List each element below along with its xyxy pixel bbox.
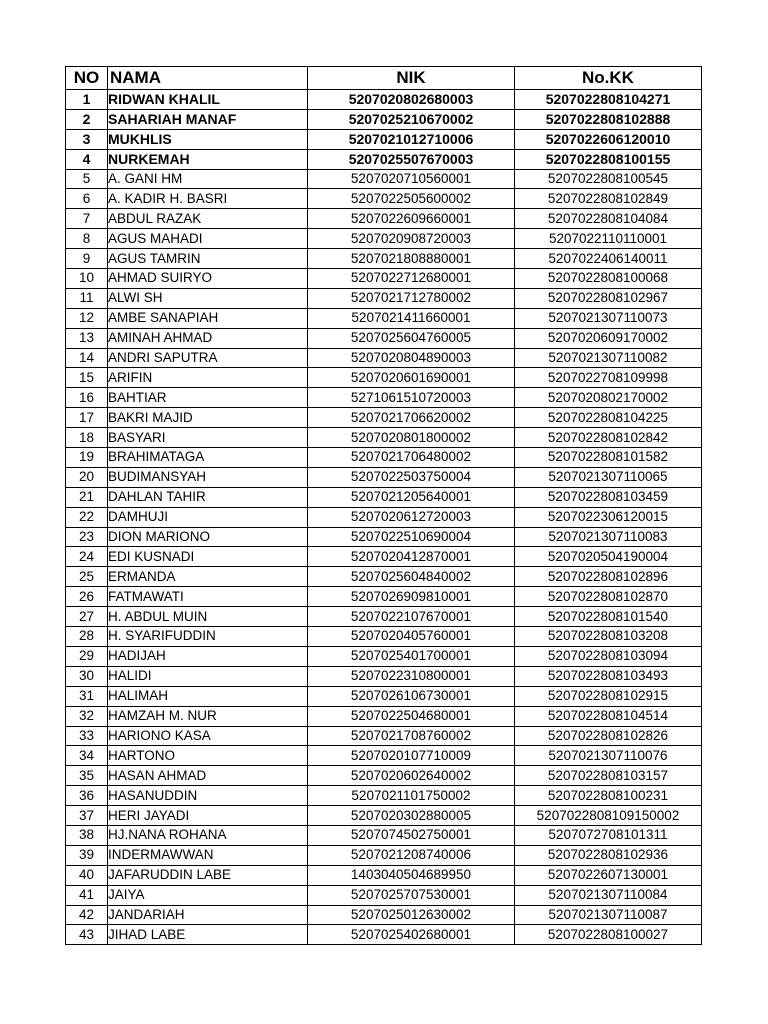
table-row xyxy=(66,766,702,786)
cell-nama: EDI KUSNADI xyxy=(108,547,308,567)
table-row xyxy=(66,686,702,706)
table-row xyxy=(66,229,702,249)
cell-nama: JAFARUDDIN LABE xyxy=(108,865,308,885)
cell-nik: 5207025604760005 xyxy=(308,328,515,348)
cell-kk: 5207022306120015 xyxy=(515,507,702,527)
cell-nama: H. SYARIFUDDIN xyxy=(108,627,308,647)
cell-nama: HJ.NANA ROHANA xyxy=(108,825,308,845)
table-row xyxy=(66,925,702,945)
table-row xyxy=(66,646,702,666)
cell-no: 37 xyxy=(66,806,108,826)
cell-nik: 5207022510690004 xyxy=(308,527,515,547)
cell-kk: 5207020802170002 xyxy=(515,388,702,408)
cell-nik: 5207025401700001 xyxy=(308,646,515,666)
cell-no: 40 xyxy=(66,865,108,885)
cell-kk: 5207022607130001 xyxy=(515,865,702,885)
cell-nik: 5207026909810001 xyxy=(308,587,515,607)
cell-no: 11 xyxy=(66,288,108,308)
cell-no: 17 xyxy=(66,408,108,428)
cell-nik: 5207020302880005 xyxy=(308,806,515,826)
cell-no: 28 xyxy=(66,627,108,647)
cell-nik: 5271061510720003 xyxy=(308,388,515,408)
cell-nama: BAHTIAR xyxy=(108,388,308,408)
cell-kk: 5207022808103493 xyxy=(515,666,702,686)
cell-no: 21 xyxy=(66,487,108,507)
cell-kk: 5207021307110083 xyxy=(515,527,702,547)
cell-no: 1 xyxy=(66,90,108,110)
cell-no: 14 xyxy=(66,348,108,368)
cell-nama: HADIJAH xyxy=(108,646,308,666)
cell-no: 18 xyxy=(66,428,108,448)
cell-nik: 5207020802680003 xyxy=(308,90,515,110)
table-row xyxy=(66,129,702,149)
cell-kk: 5207022808104514 xyxy=(515,706,702,726)
cell-kk: 5207022808103208 xyxy=(515,627,702,647)
cell-kk: 5207022606120010 xyxy=(515,129,702,149)
table-row xyxy=(66,806,702,826)
cell-kk: 5207022808104225 xyxy=(515,408,702,428)
table-row xyxy=(66,587,702,607)
header-nama: NAMA xyxy=(108,67,308,90)
cell-nik: 5207022107670001 xyxy=(308,607,515,627)
cell-nik: 5207020107710009 xyxy=(308,746,515,766)
cell-no: 9 xyxy=(66,249,108,269)
header-kk: No.KK xyxy=(515,67,702,90)
cell-nik: 5207022310800001 xyxy=(308,666,515,686)
cell-kk: 5207020609170002 xyxy=(515,328,702,348)
table-row xyxy=(66,786,702,806)
cell-nama: HARIONO KASA xyxy=(108,726,308,746)
cell-no: 15 xyxy=(66,368,108,388)
cell-no: 12 xyxy=(66,308,108,328)
cell-nik: 5207025210670002 xyxy=(308,109,515,129)
cell-nama: DAMHUJI xyxy=(108,507,308,527)
cell-kk: 5207072708101311 xyxy=(515,825,702,845)
cell-no: 3 xyxy=(66,129,108,149)
table-row xyxy=(66,726,702,746)
table-row xyxy=(66,507,702,527)
table-row xyxy=(66,487,702,507)
table-row xyxy=(66,348,702,368)
table-row xyxy=(66,90,702,110)
table-row xyxy=(66,467,702,487)
cell-kk: 5207022808102888 xyxy=(515,109,702,129)
cell-nik: 5207022504680001 xyxy=(308,706,515,726)
cell-nik: 5207025012630002 xyxy=(308,905,515,925)
cell-kk: 5207021307110073 xyxy=(515,308,702,328)
cell-nik: 5207020612720003 xyxy=(308,507,515,527)
cell-no: 16 xyxy=(66,388,108,408)
cell-kk: 5207021307110084 xyxy=(515,885,702,905)
cell-nik: 5207020801800002 xyxy=(308,428,515,448)
cell-no: 36 xyxy=(66,786,108,806)
cell-nik: 5207025604840002 xyxy=(308,567,515,587)
cell-nama: FATMAWATI xyxy=(108,587,308,607)
table-row xyxy=(66,249,702,269)
cell-no: 35 xyxy=(66,766,108,786)
table-row xyxy=(66,706,702,726)
cell-kk: 5207021307110082 xyxy=(515,348,702,368)
table-row xyxy=(66,746,702,766)
table-row xyxy=(66,627,702,647)
cell-no: 43 xyxy=(66,925,108,945)
cell-nama: BUDIMANSYAH xyxy=(108,467,308,487)
table-row xyxy=(66,388,702,408)
table-row xyxy=(66,169,702,189)
cell-kk: 5207022808102936 xyxy=(515,845,702,865)
cell-nik: 5207021101750002 xyxy=(308,786,515,806)
header-no: NO xyxy=(66,67,108,90)
cell-kk: 5207022708109998 xyxy=(515,368,702,388)
cell-nama: MUKHLIS xyxy=(108,129,308,149)
cell-kk: 5207022808102849 xyxy=(515,189,702,209)
table-row xyxy=(66,209,702,229)
cell-nik: 5207021208740006 xyxy=(308,845,515,865)
cell-nama: JIHAD LABE xyxy=(108,925,308,945)
cell-nama: ABDUL RAZAK xyxy=(108,209,308,229)
table-row xyxy=(66,109,702,129)
cell-no: 4 xyxy=(66,149,108,169)
cell-no: 32 xyxy=(66,706,108,726)
cell-no: 20 xyxy=(66,467,108,487)
cell-nik: 5207020908720003 xyxy=(308,229,515,249)
cell-kk: 5207022808103157 xyxy=(515,766,702,786)
cell-no: 42 xyxy=(66,905,108,925)
cell-no: 24 xyxy=(66,547,108,567)
cell-nik: 5207026106730001 xyxy=(308,686,515,706)
cell-nama: HARTONO xyxy=(108,746,308,766)
cell-nama: HERI JAYADI xyxy=(108,806,308,826)
cell-nik: 5207025507670003 xyxy=(308,149,515,169)
cell-nama: ERMANDA xyxy=(108,567,308,587)
cell-nik: 5207022712680001 xyxy=(308,269,515,289)
cell-nama: ALWI SH xyxy=(108,288,308,308)
cell-no: 31 xyxy=(66,686,108,706)
cell-nama: AMBE SANAPIAH xyxy=(108,308,308,328)
cell-no: 26 xyxy=(66,587,108,607)
cell-no: 27 xyxy=(66,607,108,627)
cell-kk: 5207022808100231 xyxy=(515,786,702,806)
cell-kk: 5207022406140011 xyxy=(515,249,702,269)
cell-nik: 5207020710560001 xyxy=(308,169,515,189)
cell-kk: 5207022808100068 xyxy=(515,269,702,289)
cell-kk: 5207021307110065 xyxy=(515,467,702,487)
cell-kk: 5207022808101582 xyxy=(515,448,702,468)
cell-nama: HASANUDDIN xyxy=(108,786,308,806)
table-row xyxy=(66,527,702,547)
cell-nama: HASAN AHMAD xyxy=(108,766,308,786)
cell-nama: INDERMAWWAN xyxy=(108,845,308,865)
cell-kk: 5207022808101540 xyxy=(515,607,702,627)
cell-kk: 5207022808103094 xyxy=(515,646,702,666)
cell-kk: 5207022808104271 xyxy=(515,90,702,110)
cell-nik: 5207022503750004 xyxy=(308,467,515,487)
table-row xyxy=(66,865,702,885)
cell-nama: DION MARIONO xyxy=(108,527,308,547)
cell-nik: 5207020804890003 xyxy=(308,348,515,368)
cell-no: 8 xyxy=(66,229,108,249)
table-body xyxy=(66,90,702,945)
table-row xyxy=(66,189,702,209)
cell-no: 5 xyxy=(66,169,108,189)
cell-no: 6 xyxy=(66,189,108,209)
cell-nik: 5207021706480002 xyxy=(308,448,515,468)
header-nik: NIK xyxy=(308,67,515,90)
cell-kk: 5207022110110001 xyxy=(515,229,702,249)
cell-nik: 5207074502750001 xyxy=(308,825,515,845)
table-row xyxy=(66,607,702,627)
cell-kk: 5207022808102915 xyxy=(515,686,702,706)
table-row xyxy=(66,328,702,348)
cell-nik: 5207021708760002 xyxy=(308,726,515,746)
cell-no: 19 xyxy=(66,448,108,468)
cell-nama: BASYARI xyxy=(108,428,308,448)
cell-nik: 5207025707530001 xyxy=(308,885,515,905)
cell-nama: JANDARIAH xyxy=(108,905,308,925)
resident-table xyxy=(65,66,702,945)
cell-nik: 5207022609660001 xyxy=(308,209,515,229)
cell-no: 39 xyxy=(66,845,108,865)
table-row xyxy=(66,547,702,567)
cell-no: 2 xyxy=(66,109,108,129)
table-row xyxy=(66,825,702,845)
cell-nama: NURKEMAH xyxy=(108,149,308,169)
cell-nama: ARIFIN xyxy=(108,368,308,388)
cell-no: 10 xyxy=(66,269,108,289)
cell-nama: JAIYA xyxy=(108,885,308,905)
cell-nik: 5207020405760001 xyxy=(308,627,515,647)
table-row xyxy=(66,905,702,925)
cell-nik: 5207021808880001 xyxy=(308,249,515,269)
cell-no: 23 xyxy=(66,527,108,547)
cell-nama: AHMAD SUIRYO xyxy=(108,269,308,289)
cell-nama: HALIDI xyxy=(108,666,308,686)
cell-nik: 5207021411660001 xyxy=(308,308,515,328)
table-row xyxy=(66,308,702,328)
cell-nama: AGUS MAHADI xyxy=(108,229,308,249)
cell-nama: ANDRI SAPUTRA xyxy=(108,348,308,368)
cell-nama: AGUS TAMRIN xyxy=(108,249,308,269)
cell-kk: 5207020504190004 xyxy=(515,547,702,567)
cell-nik: 5207021706620002 xyxy=(308,408,515,428)
cell-no: 13 xyxy=(66,328,108,348)
cell-nik: 5207020412870001 xyxy=(308,547,515,567)
cell-nama: DAHLAN TAHIR xyxy=(108,487,308,507)
cell-nik: 5207021012710006 xyxy=(308,129,515,149)
cell-no: 38 xyxy=(66,825,108,845)
cell-no: 33 xyxy=(66,726,108,746)
table-row xyxy=(66,845,702,865)
table-row xyxy=(66,448,702,468)
cell-kk: 5207022808102967 xyxy=(515,288,702,308)
cell-kk: 5207022808102842 xyxy=(515,428,702,448)
cell-nama: HALIMAH xyxy=(108,686,308,706)
header-row xyxy=(66,67,702,90)
cell-nik: 5207021712780002 xyxy=(308,288,515,308)
cell-kk: 5207021307110076 xyxy=(515,746,702,766)
cell-no: 25 xyxy=(66,567,108,587)
cell-kk: 5207022808102870 xyxy=(515,587,702,607)
table-row xyxy=(66,567,702,587)
cell-nama: SAHARIAH MANAF xyxy=(108,109,308,129)
cell-nik: 5207025402680001 xyxy=(308,925,515,945)
cell-nik: 1403040504689950 xyxy=(308,865,515,885)
cell-no: 41 xyxy=(66,885,108,905)
table-row xyxy=(66,885,702,905)
cell-kk: 5207022808104084 xyxy=(515,209,702,229)
cell-nama: HAMZAH M. NUR xyxy=(108,706,308,726)
cell-no: 29 xyxy=(66,646,108,666)
table-row xyxy=(66,666,702,686)
cell-nama: A. GANI HM xyxy=(108,169,308,189)
cell-kk: 5207022808102826 xyxy=(515,726,702,746)
cell-kk: 5207022808103459 xyxy=(515,487,702,507)
cell-kk: 5207022808100155 xyxy=(515,149,702,169)
cell-nama: AMINAH AHMAD xyxy=(108,328,308,348)
cell-nik: 5207020601690001 xyxy=(308,368,515,388)
cell-nik: 5207021205640001 xyxy=(308,487,515,507)
cell-nama: BRAHIMATAGA xyxy=(108,448,308,468)
table-row xyxy=(66,368,702,388)
cell-nama: BAKRI MAJID xyxy=(108,408,308,428)
cell-nik: 5207020602640002 xyxy=(308,766,515,786)
cell-kk: 5207021307110087 xyxy=(515,905,702,925)
cell-kk: 5207022808102896 xyxy=(515,567,702,587)
table-row xyxy=(66,428,702,448)
cell-kk: 5207022808100545 xyxy=(515,169,702,189)
table-row xyxy=(66,408,702,428)
cell-nama: A. KADIR H. BASRI xyxy=(108,189,308,209)
table-row xyxy=(66,288,702,308)
cell-kk: 5207022808100027 xyxy=(515,925,702,945)
cell-nik: 5207022505600002 xyxy=(308,189,515,209)
cell-no: 22 xyxy=(66,507,108,527)
cell-kk: 5207022808109150002 xyxy=(515,806,702,826)
cell-no: 30 xyxy=(66,666,108,686)
cell-nama: RIDWAN KHALIL xyxy=(108,90,308,110)
cell-no: 34 xyxy=(66,746,108,766)
table-row xyxy=(66,269,702,289)
table-row xyxy=(66,149,702,169)
cell-nama: H. ABDUL MUIN xyxy=(108,607,308,627)
cell-no: 7 xyxy=(66,209,108,229)
